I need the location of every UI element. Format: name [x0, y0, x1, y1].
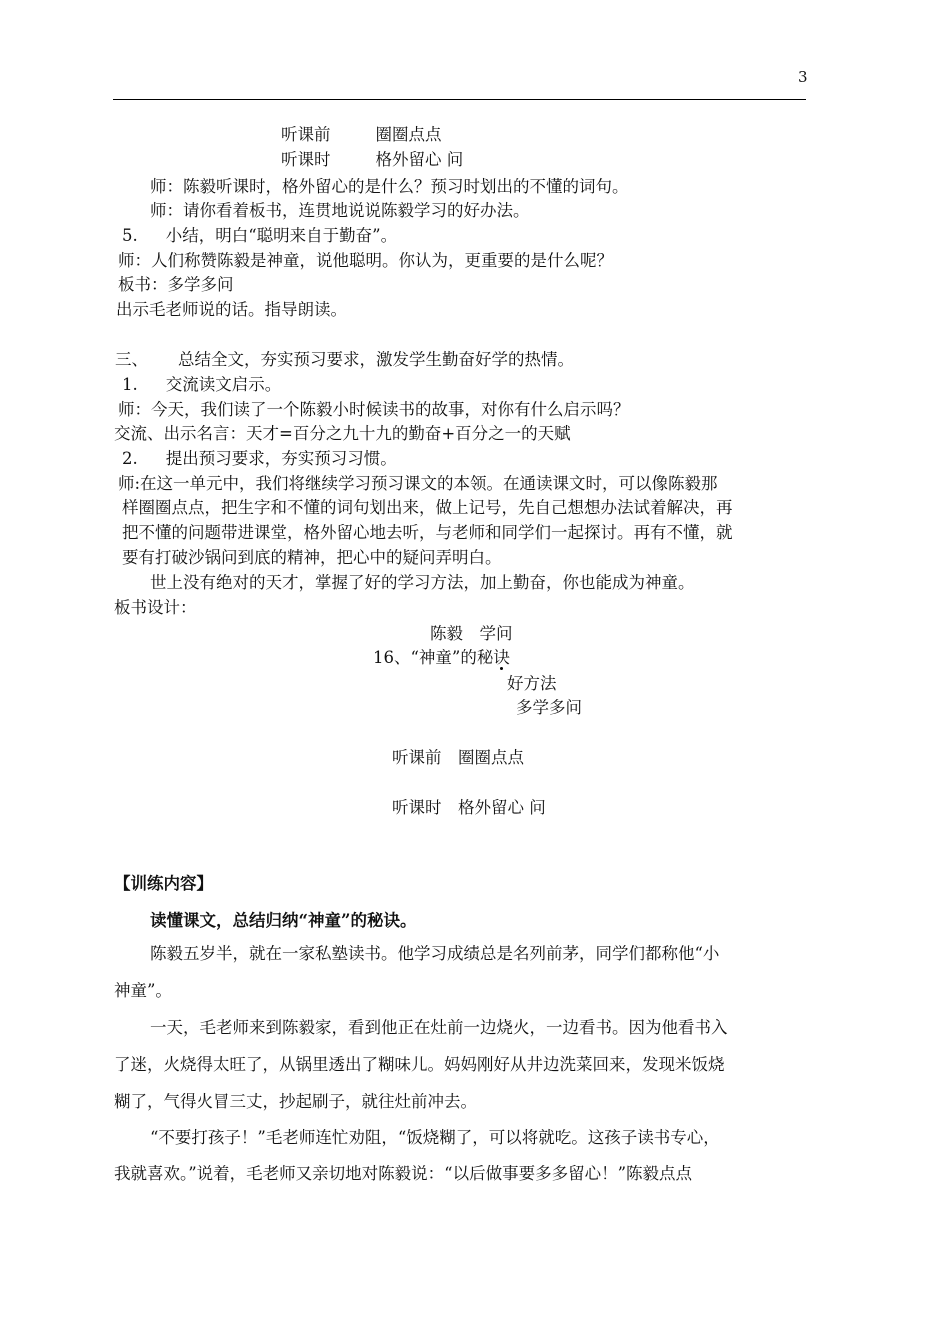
row-label: 听课前	[281, 125, 331, 144]
training-task: 读懂课文，总结归纳“神童”的秘诀。	[150, 911, 417, 930]
paragraph-line: 糊了，气得火冒三丈，抄起刷子，就往灶前冲去。	[114, 1092, 477, 1111]
text-line: 师：今天，我们读了一个陈毅小时候读书的故事，对你有什么启示吗？	[118, 400, 630, 419]
text-line: 师：人们称赞陈毅是神童，说他聪明。你认为，更重要的是什么呢？	[118, 251, 613, 270]
text-line: 要有打破沙锅问到底的精神，把心中的疑问弄明白。	[122, 548, 502, 567]
list-number: 5.	[122, 226, 138, 245]
board-title	[373, 647, 510, 669]
section-text: 总结全文，夯实预习要求，激发学生勤奋好学的热情。	[178, 350, 574, 369]
training-heading: 【训练内容】	[114, 874, 213, 893]
board-top: 陈毅 学问	[430, 624, 513, 643]
list-item	[122, 225, 397, 247]
text-line: 把不懂的问题带进课堂，格外留心地去听，与老师和同学们一起探讨。再有不懂，就	[122, 523, 733, 542]
paragraph-line: 我就喜欢。”说着，毛老师又亲切地对陈毅说：“以后做事要多多留心！”陈毅点点	[114, 1164, 693, 1183]
section-number: 三、	[115, 350, 148, 369]
text-line: 样圈圈点点，把生字和不懂的词句划出来，做上记号，先自己想想办法试着解决，再	[122, 498, 733, 517]
text-line: 师:在这一单元中，我们将继续学习预习课文的本领。在通读课文时，可以像陈毅那	[118, 474, 718, 493]
row-value: 格外留心 问	[375, 150, 464, 169]
paragraph-line: 一天，毛老师来到陈毅家，看到他正在灶前一边烧火，一边看书。因为他看书入	[150, 1018, 728, 1037]
list-text: 提出预习要求，夯实预习习惯。	[165, 449, 397, 468]
paragraph-line: 陈毅五岁半，就在一家私塾读书。他学习成绩总是名列前茅，同学们都称他“小	[150, 944, 720, 963]
list-text: 交流读文启示。	[165, 375, 282, 394]
table-row	[281, 149, 463, 171]
text-line: 世上没有绝对的天才，掌握了好的学习方法，加上勤奋，你也能成为神童。	[150, 573, 695, 592]
paragraph-line: 了迷，火烧得太旺了，从锅里透出了糊味儿。妈妈刚好从井边洗菜回来，发现米饭烧	[114, 1055, 725, 1074]
header-rule	[113, 99, 806, 100]
page-number: 3	[798, 68, 808, 86]
list-text: 小结，明白“聪明来自于勤奋”。	[165, 226, 398, 245]
board-before: 听课前 圈圈点点	[392, 748, 524, 767]
table-row	[281, 124, 442, 146]
board-during: 听课时 格外留心 问	[392, 798, 546, 817]
board-method: 好方法	[507, 674, 557, 693]
paragraph-line: “不要打孩子！”毛老师连忙劝阻，“饭烧糊了，可以将就吃。这孩子读书专心，	[150, 1128, 720, 1147]
board-title-emphasis: 诀	[493, 648, 510, 667]
list-item	[122, 374, 281, 396]
text-line: 板书设计：	[114, 598, 197, 617]
list-item	[122, 448, 397, 470]
board-title-main: 16、“神童”的秘	[373, 648, 494, 667]
text-line: 师：陈毅听课时，格外留心的是什么？预习时划出的不懂的词句。	[150, 177, 629, 196]
text-line: 交流、出示名言：天才=百分之九十九的勤奋+百分之一的天赋	[114, 424, 571, 443]
text-line: 师：请你看着板书，连贯地说说陈毅学习的好办法。	[150, 201, 530, 220]
paragraph-line: 神童”。	[114, 981, 172, 1000]
text-line: 板书：多学多问	[118, 275, 234, 294]
text-line: 出示毛老师说的话。指导朗读。	[116, 300, 347, 319]
row-label: 听课时	[281, 150, 331, 169]
row-value: 圈圈点点	[375, 125, 442, 144]
list-number: 2.	[122, 449, 138, 468]
list-number: 1.	[122, 375, 138, 394]
board-ask: 多学多问	[516, 698, 582, 717]
section-heading	[115, 349, 574, 371]
